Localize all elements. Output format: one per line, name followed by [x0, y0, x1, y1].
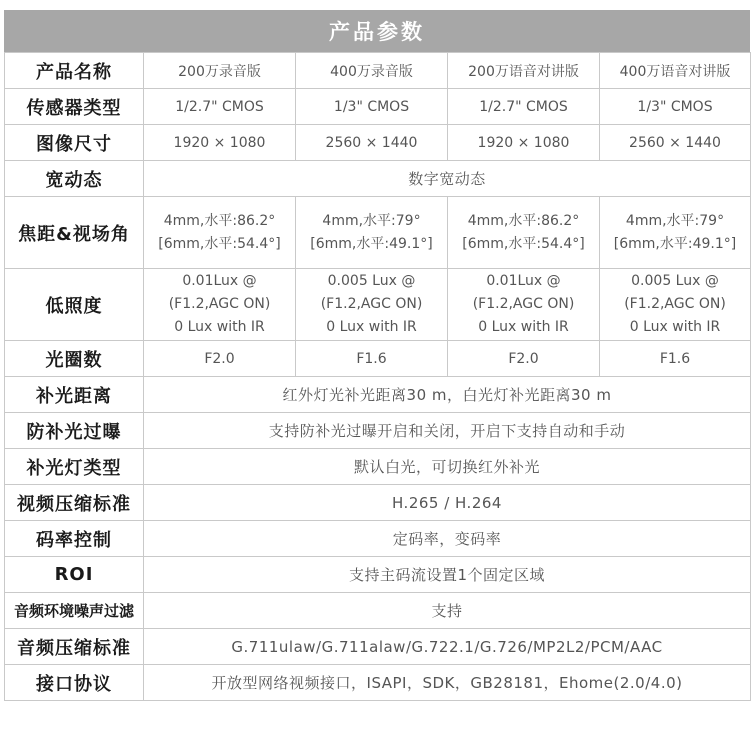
- spec-value-line: 0 Lux with IR: [326, 319, 417, 335]
- spec-value-line: [6mm,水平:54.4°]: [158, 235, 281, 252]
- spec-row: [5, 449, 751, 485]
- spec-value-line: 0 Lux with IR: [629, 319, 721, 335]
- spec-value-line: 4mm,水平:86.2°: [163, 212, 276, 229]
- spec-value: 1/2.7" CMOS: [448, 89, 600, 125]
- spec-value-line: 0 Lux with IR: [478, 319, 569, 335]
- spec-value-line: [6mm,水平:49.1°]: [613, 235, 737, 252]
- spec-row: [5, 125, 751, 161]
- spec-label: 焦距&视场角: [5, 197, 144, 269]
- spec-value: [144, 197, 296, 269]
- spec-label: 产品名称: [5, 53, 144, 89]
- spec-value: 2560 × 1440: [600, 125, 751, 161]
- spec-value-line: 4mm,水平:79°: [625, 212, 725, 229]
- spec-value: 1920 × 1080: [144, 125, 296, 161]
- spec-label: 光圈数: [5, 341, 144, 377]
- spec-value: 1/3" CMOS: [600, 89, 751, 125]
- spec-value: 200万录音版: [144, 53, 296, 89]
- spec-value: 1920 × 1080: [448, 125, 600, 161]
- spec-value-line: [6mm,水平:54.4°]: [462, 235, 585, 252]
- spec-value-wide: 默认白光，可切换红外补光: [144, 449, 751, 485]
- spec-value-line: (F1.2,AGC ON): [624, 296, 726, 312]
- spec-label: 补光灯类型: [5, 449, 144, 485]
- spec-value: 1/2.7" CMOS: [144, 89, 296, 125]
- spec-value-line: (F1.2,AGC ON): [168, 296, 271, 312]
- spec-value-wide: G.711ulaw/G.711alaw/G.722.1/G.726/MP2L2/PCM/AAC: [144, 629, 751, 665]
- spec-row: [5, 161, 751, 197]
- spec-row: [5, 197, 751, 269]
- spec-value: [296, 269, 448, 341]
- spec-row: [5, 413, 751, 449]
- spec-value-line: (F1.2,AGC ON): [320, 296, 423, 312]
- spec-label: 接口协议: [5, 665, 144, 701]
- spec-value-line: 0.01Lux @: [182, 273, 257, 289]
- spec-value-wide: 支持: [144, 593, 751, 629]
- spec-row: [5, 89, 751, 125]
- spec-label: 音频环境噪声过滤: [5, 593, 144, 629]
- spec-row: [5, 341, 751, 377]
- spec-value: [448, 197, 600, 269]
- spec-label: 图像尺寸: [5, 125, 144, 161]
- spec-label: 防补光过曝: [5, 413, 144, 449]
- spec-label: 补光距离: [5, 377, 144, 413]
- spec-row: [5, 629, 751, 665]
- spec-row: [5, 665, 751, 701]
- spec-label: ROI: [5, 557, 144, 593]
- spec-value-wide: H.265 / H.264: [144, 485, 751, 521]
- spec-label: 视频压缩标准: [5, 485, 144, 521]
- spec-sheet: [4, 10, 750, 701]
- spec-row: [5, 269, 751, 341]
- spec-value-line: 4mm,水平:79°: [322, 212, 421, 229]
- spec-value-line: 0.01Lux @: [486, 273, 561, 289]
- spec-row: [5, 521, 751, 557]
- spec-value: [600, 197, 751, 269]
- spec-value: F2.0: [144, 341, 296, 377]
- spec-value: [448, 269, 600, 341]
- spec-value-line: [6mm,水平:49.1°]: [310, 235, 433, 252]
- spec-value-line: 4mm,水平:86.2°: [467, 212, 580, 229]
- spec-label: 音频压缩标准: [5, 629, 144, 665]
- spec-value-wide: 支持主码流设置1个固定区域: [144, 557, 751, 593]
- spec-row: [5, 557, 751, 593]
- spec-value: 400万录音版: [296, 53, 448, 89]
- spec-value-line: 0 Lux with IR: [174, 319, 265, 335]
- spec-value: 1/3" CMOS: [296, 89, 448, 125]
- spec-value: [600, 269, 751, 341]
- spec-value: [296, 197, 448, 269]
- spec-value: F1.6: [600, 341, 751, 377]
- spec-row: [5, 485, 751, 521]
- spec-value-line: (F1.2,AGC ON): [472, 296, 575, 312]
- spec-title: 产品参数: [4, 10, 750, 52]
- spec-value: F2.0: [448, 341, 600, 377]
- spec-value-wide: 数字宽动态: [144, 161, 751, 197]
- spec-table: [4, 52, 751, 701]
- spec-label: 宽动态: [5, 161, 144, 197]
- spec-value-line: 0.005 Lux @: [631, 273, 719, 289]
- spec-value: 2560 × 1440: [296, 125, 448, 161]
- spec-row: [5, 377, 751, 413]
- spec-value-wide: 红外灯光补光距离30 m，白光灯补光距离30 m: [144, 377, 751, 413]
- spec-value-wide: 开放型网络视频接口，ISAPI，SDK，GB28181，Ehome(2.0/4.0): [144, 665, 751, 701]
- spec-label: 传感器类型: [5, 89, 144, 125]
- spec-label: 低照度: [5, 269, 144, 341]
- spec-value-wide: 支持防补光过曝开启和关闭，开启下支持自动和手动: [144, 413, 751, 449]
- spec-value-wide: 定码率，变码率: [144, 521, 751, 557]
- spec-value-line: 0.005 Lux @: [327, 273, 416, 289]
- spec-value: [144, 269, 296, 341]
- spec-value: F1.6: [296, 341, 448, 377]
- spec-row: [5, 593, 751, 629]
- spec-row: [5, 53, 751, 89]
- spec-value: 400万语音对讲版: [600, 53, 751, 89]
- spec-value: 200万语音对讲版: [448, 53, 600, 89]
- spec-label: 码率控制: [5, 521, 144, 557]
